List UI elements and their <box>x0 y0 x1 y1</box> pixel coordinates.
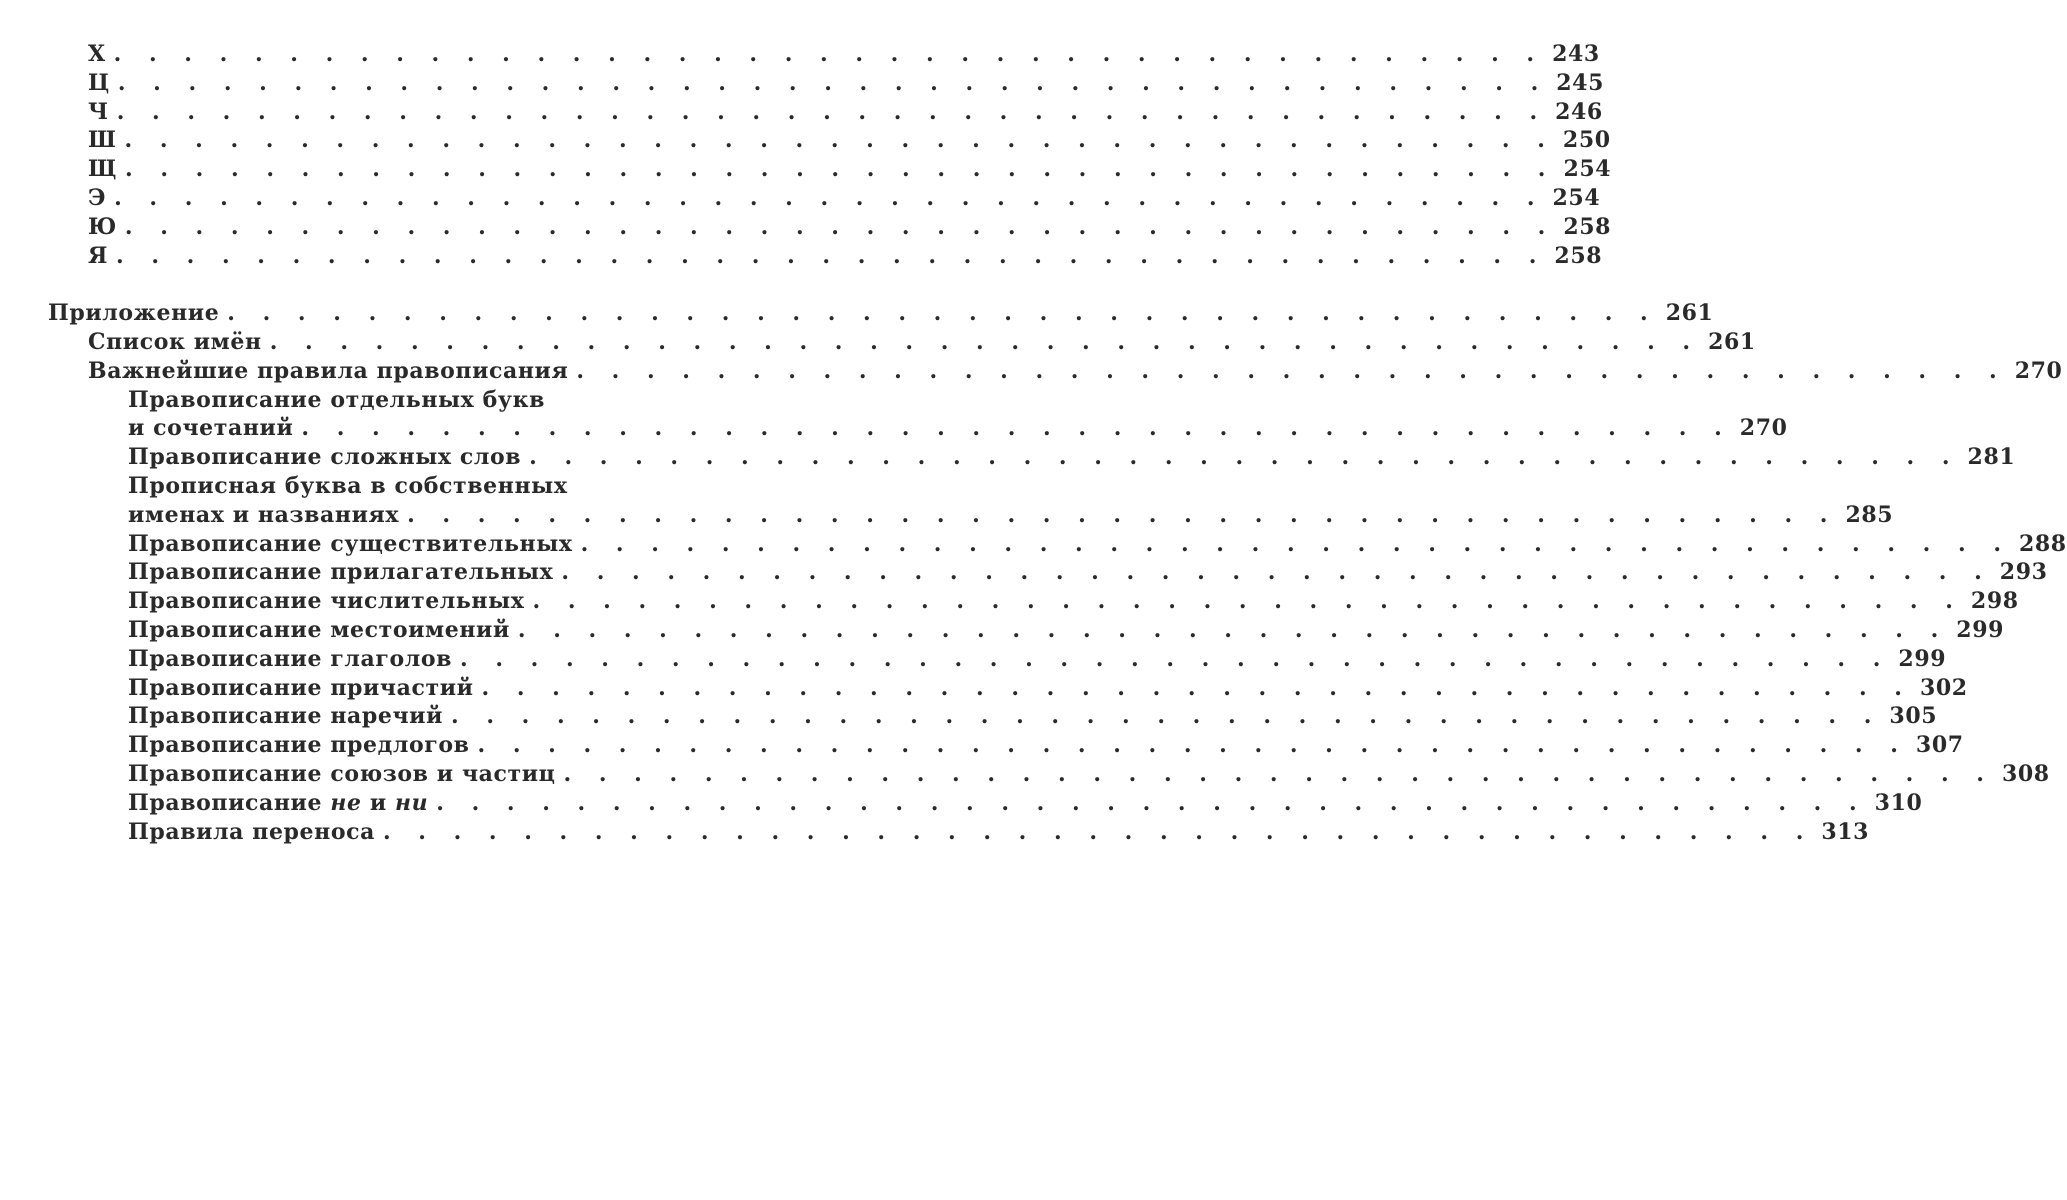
toc-entry-title: Приложение <box>48 300 220 327</box>
toc-entry-title: Ш <box>88 127 117 154</box>
toc-entry-page: 293 <box>1999 559 2048 586</box>
toc-entry-title: Э <box>88 184 107 211</box>
toc-entry-nouns <box>128 530 2067 559</box>
leader-dots: . . . . . . . . . . . . . . . . . . . . . . . . . . . . . . . . . . . . . . . . . <box>124 127 1555 154</box>
toc-entry-page: 302 <box>1919 674 1968 701</box>
toc-entry-letter-yu <box>88 213 1612 242</box>
section-gap <box>0 270 900 299</box>
leader-dots: . . . . . . . . . . . . . . . . . . . . . . . . . . . . . . . . . . . . . . . . . <box>114 184 1545 211</box>
leader-dots: . . . . . . . . . . . . . . . . . . . . . . . . . . . . . . . . . . . . . . . . . <box>460 645 1891 672</box>
toc-entry-page: 246 <box>1555 98 1603 125</box>
toc-entry-page: 258 <box>1563 213 1612 240</box>
toc-entry-page: 305 <box>1889 703 1938 730</box>
toc-entry-title: Правописание существительных <box>128 530 573 557</box>
toc-entry-page: 281 <box>1967 444 2016 471</box>
toc-entry-page: 261 <box>1665 300 1714 327</box>
leader-dots: . . . . . . . . . . . . . . . . . . . . . . . . . . . . . . . . . . . . . . . . . <box>481 674 1912 701</box>
toc-entry-letters-combinations <box>128 386 1788 444</box>
toc-entry-page: 258 <box>1554 242 1603 269</box>
toc-entry-title-line2: и сочетаний <box>128 415 294 442</box>
toc-entry-page: 250 <box>1562 127 1611 154</box>
leader-dots: . . . . . . . . . . . . . . . . . . . . . . . . . . . . . . . . . . . . . . . . . <box>576 357 2007 384</box>
toc-entry-participles <box>128 674 1968 703</box>
toc-entry-page: 285 <box>1845 501 1894 528</box>
toc-entry-letter-e <box>88 184 1601 213</box>
toc-entry-page: 299 <box>1898 645 1947 672</box>
toc-entry-title: Я <box>88 242 109 269</box>
toc-entry-page: 261 <box>1708 328 1756 355</box>
toc-entry-verbs <box>128 645 1947 674</box>
leader-dots: . . . . . . . . . . . . . . . . . . . . . . . . . . . . . . . . . . . . . . . . . <box>451 703 1882 730</box>
leader-dots: . . . . . . . . . . . . . . . . . . . . . . . . . . . . . . . . . . . . . . . . . <box>477 732 1908 759</box>
ne-particle: не <box>330 789 362 816</box>
leader-dots: . . . . . . . . . . . . . . . . . . . . . . . . . . . . . . . . . . . . . . . . . <box>125 156 1556 183</box>
toc-entry-page: 245 <box>1556 69 1604 96</box>
toc-entry-letter-sha <box>88 126 1611 155</box>
leader-dots: . . . . . . . . . . . . . . . . . . . . . . . . . . . . . . . . . . . . . . . . . <box>301 415 1732 442</box>
ni-particle: ни <box>395 789 429 816</box>
leader-dots: . . . . . . . . . . . . . . . . . . . . . . . . . . . . . . . . . . . . . . . . . <box>436 789 1867 816</box>
toc-entry-title: Правописание числительных <box>128 588 525 615</box>
toc-entry-capital-letter <box>128 472 1894 530</box>
toc-entry-title: Правописание предлогов <box>128 732 470 759</box>
toc-entry-title: Важнейшие правила правописания <box>88 357 569 384</box>
toc-entry-page: 307 <box>1915 732 1964 759</box>
toc-entry-page: 308 <box>2001 760 2050 787</box>
toc-entry-page: 270 <box>2014 357 2063 384</box>
toc-entry-title-line1: Правописание отдельных букв <box>128 386 545 413</box>
toc-entry-page: 254 <box>1563 156 1612 183</box>
toc-entry-adverbs <box>128 702 1938 731</box>
toc-entry-title: Х <box>88 41 106 67</box>
toc-entry-title: Ц <box>88 69 110 96</box>
toc-entry-title: Правописание причастий <box>128 674 474 701</box>
toc-entry-title <box>128 789 428 818</box>
toc-entry-page: 254 <box>1552 184 1601 211</box>
ne-ni-prefix: Правописание <box>128 789 331 816</box>
leader-dots: . . . . . . . . . . . . . . . . . . . . . . . . . . . . . . . . . . . . . . . . . <box>407 501 1838 528</box>
toc-entry-page: 270 <box>1739 415 1788 442</box>
toc-entry-numerals <box>128 587 2019 616</box>
toc-entry-letter-kha <box>88 40 1600 69</box>
leader-dots: . . . . . . . . . . . . . . . . . . . . . . . . . . . . . . . . . . . . . . . . . <box>382 818 1814 845</box>
toc-entry-spelling-rules <box>88 357 2063 386</box>
toc-entry-title: Правописание сложных слов <box>128 444 522 471</box>
leader-dots: . . . . . . . . . . . . . . . . . . . . . . . . . . . . . . . . . . . . . . . . . <box>580 530 2011 557</box>
toc-entry-title: Щ <box>88 156 118 183</box>
leader-dots: . . . . . . . . . . . . . . . . . . . . . . . . . . . . . . . . . . . . . . . . . <box>269 328 1701 355</box>
toc-entry-title: Ю <box>88 213 117 240</box>
toc-entry-page: 288 <box>2018 530 2067 557</box>
leader-dots: . . . . . . . . . . . . . . . . . . . . . . . . . . . . . . . . . . . . . . . . . <box>517 616 1949 643</box>
toc-entry-letter-ya <box>88 242 1603 271</box>
toc-entry-page: 299 <box>1956 616 2005 643</box>
toc-entry-title-line2: именах и названиях <box>128 501 400 528</box>
toc-entry-title-line1: Прописная буква в собственных <box>128 472 568 499</box>
toc-entry-ne-ni <box>128 789 1923 818</box>
toc-entry-letter-che <box>88 98 1603 127</box>
leader-dots: . . . . . . . . . . . . . . . . . . . . . . . . . . . . . . . . . . . . . . . . . <box>529 444 1960 471</box>
toc-entry-title: Правописание прилагательных <box>128 559 554 586</box>
toc-entry-names-list <box>88 328 1756 357</box>
leader-dots: . . . . . . . . . . . . . . . . . . . . . . . . . . . . . . . . . . . . . . . . . <box>124 213 1556 240</box>
toc-entry-conjunctions-particles <box>128 760 2050 789</box>
toc-entry-letter-tse <box>88 69 1604 98</box>
toc-entry-page: 243 <box>1552 41 1600 67</box>
leader-dots: . . . . . . . . . . . . . . . . . . . . . . . . . . . . . . . . . . . . . . . . . <box>116 242 1547 269</box>
toc-entry-title: Ч <box>88 98 109 125</box>
toc-entry-title: Правописание наречий <box>128 703 443 730</box>
leader-dots: . . . . . . . . . . . . . . . . . . . . . . . . . . . . . . . . . . . . . . . . . <box>227 300 1658 327</box>
leader-dots: . . . . . . . . . . . . . . . . . . . . . . . . . . . . . . . . . . . . . . . . . <box>532 588 1963 615</box>
toc-list <box>0 40 2067 846</box>
leader-dots: . . . . . . . . . . . . . . . . . . . . . . . . . . . . . . . . . . . . . . . . . <box>117 69 1549 96</box>
leader-dots: . . . . . . . . . . . . . . . . . . . . . . . . . . . . . . . . . . . . . . . . . <box>563 760 1994 787</box>
toc-entry-title: Правописание местоимений <box>128 616 510 643</box>
toc-entry-compound-words <box>128 443 2016 472</box>
ne-ni-and: и <box>361 789 396 816</box>
toc-entry-title: Список имён <box>88 328 262 355</box>
toc-entry-title: Правила переноса <box>128 818 375 845</box>
leader-dots: . . . . . . . . . . . . . . . . . . . . . . . . . . . . . . . . . . . . . . . . . <box>113 41 1545 67</box>
leader-dots: . . . . . . . . . . . . . . . . . . . . . . . . . . . . . . . . . . . . . . . . . <box>116 98 1548 125</box>
toc-entry-page: 313 <box>1821 818 1870 845</box>
toc-entry-page: 310 <box>1874 789 1923 816</box>
leader-dots: . . . . . . . . . . . . . . . . . . . . . . . . . . . . . . . . . . . . . . . . . <box>561 559 1992 586</box>
toc-entry-hyphenation <box>128 818 1870 847</box>
toc-entry-letter-shcha <box>88 155 1612 184</box>
toc-entry-pronouns <box>128 616 2005 645</box>
toc-entry-page: 298 <box>1970 588 2019 615</box>
toc-entry-adjectives <box>128 558 2048 587</box>
toc-entry-title: Правописание союзов и частиц <box>128 760 556 787</box>
toc-entry-prepositions <box>128 731 1964 760</box>
toc-entry-appendix <box>48 299 1714 328</box>
toc-entry-title: Правописание глаголов <box>128 645 452 672</box>
